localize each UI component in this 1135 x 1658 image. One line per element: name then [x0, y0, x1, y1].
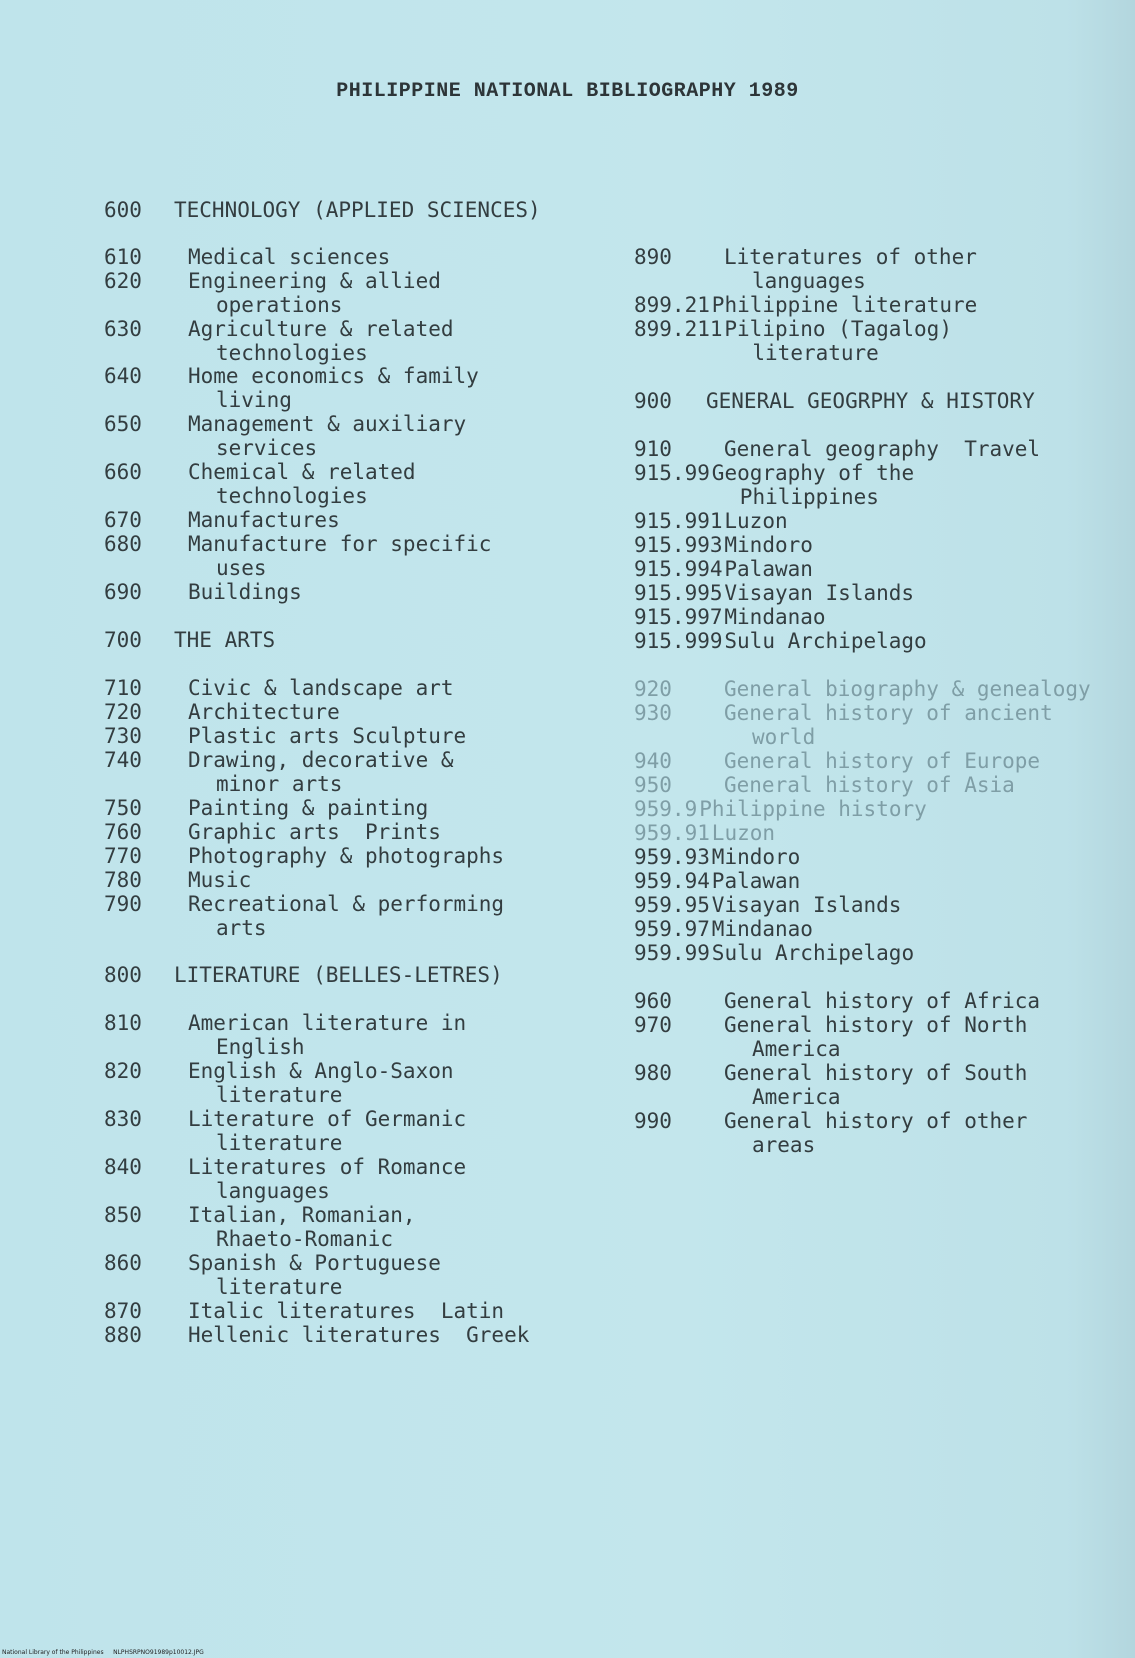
class-number: 915.991 [634, 509, 723, 533]
class-label: Painting & painting [188, 796, 429, 820]
class-label: Rhaeto-Romanic [216, 1227, 394, 1251]
class-number: 700 [104, 628, 142, 652]
class-number: 959.93 [634, 845, 710, 869]
class-label: English [216, 1035, 305, 1059]
class-label: General geography Travel [724, 437, 1041, 461]
class-label: Hellenic literatures Greek [188, 1323, 530, 1347]
class-number: 650 [104, 412, 142, 436]
section-heading: TECHNOLOGY (APPLIED SCIENCES) [174, 198, 541, 222]
class-number: 959.9 [634, 797, 698, 821]
class-label: America [752, 1085, 841, 1109]
class-number: 730 [104, 724, 142, 748]
class-number: 860 [104, 1251, 142, 1275]
class-number: 810 [104, 1011, 142, 1035]
class-number: 820 [104, 1059, 142, 1083]
class-number: 870 [104, 1299, 142, 1323]
class-label: Philippines [739, 485, 879, 509]
class-label: Sulu Archipelago [724, 629, 927, 653]
class-number: 959.94 [634, 869, 710, 893]
class-number: 600 [104, 198, 142, 222]
class-number: 910 [634, 437, 672, 461]
class-label: General biography & genealogy [724, 677, 1091, 701]
class-label: Visayan Islands [724, 581, 915, 605]
class-number: 640 [104, 364, 142, 388]
class-label: literature [752, 341, 879, 365]
class-label: Palawan [711, 869, 801, 893]
class-label: Literature of Germanic [188, 1107, 467, 1131]
class-label: Agriculture & related [188, 317, 454, 341]
class-number: 880 [104, 1323, 142, 1347]
class-label: technologies [216, 341, 368, 365]
class-label: languages [752, 269, 866, 293]
class-label: General history of North [724, 1013, 1028, 1037]
class-number: 890 [634, 245, 672, 269]
class-number: 710 [104, 676, 142, 700]
class-number: 959.95 [634, 893, 710, 917]
class-label: Visayan Islands [711, 893, 902, 917]
class-label: Medical sciences [188, 245, 391, 269]
class-label: Engineering & allied [188, 269, 441, 293]
class-label: Graphic arts Prints [188, 820, 441, 844]
class-number: 980 [634, 1061, 672, 1085]
class-label: Luzon [711, 821, 776, 845]
class-label: Drawing, decorative & [188, 748, 454, 772]
class-label: Management & auxiliary [188, 412, 467, 436]
class-label: world [752, 725, 816, 749]
class-label: minor arts [216, 772, 343, 796]
class-number: 750 [104, 796, 142, 820]
class-label: Buildings [188, 580, 302, 604]
class-number: 915.993 [634, 533, 723, 557]
class-label: areas [752, 1133, 816, 1157]
class-number: 915.999 [634, 629, 723, 653]
class-label: Italian, Romanian, [188, 1203, 416, 1227]
class-number: 959.91 [634, 821, 710, 845]
class-label: Photography & photographs [188, 844, 505, 868]
class-label: living [216, 388, 292, 412]
class-number: 630 [104, 317, 142, 341]
class-label: literature [216, 1083, 343, 1107]
class-number: 660 [104, 460, 142, 484]
class-label: technologies [216, 484, 368, 508]
class-number: 960 [634, 989, 672, 1013]
class-number: 610 [104, 245, 142, 269]
class-label: Mindoro [724, 533, 813, 557]
class-label: Mindoro [711, 845, 801, 869]
class-label: General history of Europe [724, 749, 1041, 773]
class-label: General history of other [724, 1109, 1028, 1133]
class-label: Sulu Archipelago [711, 941, 915, 965]
class-label: America [752, 1037, 841, 1061]
class-number: 850 [104, 1203, 142, 1227]
class-label: Civic & landscape art [188, 676, 454, 700]
class-label: General history of South [724, 1061, 1028, 1085]
class-number: 680 [104, 532, 142, 556]
class-number: 830 [104, 1107, 142, 1131]
class-number: 915.995 [634, 581, 723, 605]
class-label: Philippine literature [711, 293, 978, 317]
class-label: services [216, 436, 318, 460]
class-label: Home economics & family [188, 364, 479, 388]
class-number: 899.21 [634, 293, 710, 317]
class-number: 959.97 [634, 917, 710, 941]
class-label: uses [216, 556, 267, 580]
footer-caption: National Library of the Philippines NLPHSRPNO91989p10012.JPG [2, 1649, 204, 1656]
class-label: Spanish & Portuguese [188, 1251, 441, 1275]
section-heading: GENERAL GEOGRPHY & HISTORY [706, 389, 1035, 413]
class-label: Literatures of Romance [188, 1155, 467, 1179]
class-number: 930 [634, 701, 672, 725]
class-label: arts [216, 916, 267, 940]
page-title: PHILIPPINE NATIONAL BIBLIOGRAPHY 1989 [336, 80, 799, 103]
class-label: Italic literatures Latin [188, 1299, 505, 1323]
class-number: 970 [634, 1013, 672, 1037]
class-label: Palawan [724, 557, 813, 581]
class-label: Chemical & related [188, 460, 416, 484]
class-label: languages [216, 1179, 330, 1203]
class-number: 790 [104, 892, 142, 916]
class-label: Geography of the [711, 461, 915, 485]
class-number: 899.211 [634, 317, 723, 341]
class-number: 915.99 [634, 461, 710, 485]
class-number: 620 [104, 269, 142, 293]
class-label: English & Anglo-Saxon [188, 1059, 454, 1083]
class-number: 915.994 [634, 557, 723, 581]
class-number: 840 [104, 1155, 142, 1179]
class-label: Luzon [724, 509, 788, 533]
class-number: 770 [104, 844, 142, 868]
class-label: Music [188, 868, 252, 892]
class-number: 950 [634, 773, 672, 797]
class-number: 915.997 [634, 605, 723, 629]
class-label: General history of Africa [724, 989, 1041, 1013]
class-label: Philippine history [699, 797, 927, 821]
class-number: 760 [104, 820, 142, 844]
class-label: Manufacture for specific [188, 532, 492, 556]
class-number: 720 [104, 700, 142, 724]
class-label: Pilipino (Tagalog) [724, 317, 952, 341]
class-label: literature [216, 1275, 343, 1299]
class-label: Literatures of other [724, 245, 977, 269]
section-heading: THE ARTS [174, 628, 276, 652]
class-label: operations [216, 293, 343, 317]
class-number: 920 [634, 677, 672, 701]
class-label: General history of Asia [724, 773, 1015, 797]
class-label: Mindanao [711, 917, 813, 941]
class-number: 670 [104, 508, 142, 532]
class-label: General history of ancient [724, 701, 1053, 725]
class-label: Mindanao [724, 605, 826, 629]
class-number: 940 [634, 749, 672, 773]
section-heading: LITERATURE (BELLES-LETRES) [174, 963, 503, 987]
class-number: 900 [634, 389, 672, 413]
class-number: 959.99 [634, 941, 710, 965]
class-label: Plastic arts Sculpture [188, 724, 467, 748]
class-label: literature [216, 1131, 343, 1155]
class-label: American literature in [188, 1011, 467, 1035]
class-number: 780 [104, 868, 142, 892]
class-number: 800 [104, 963, 142, 987]
class-label: Architecture [188, 700, 340, 724]
class-number: 990 [634, 1109, 672, 1133]
class-number: 740 [104, 748, 142, 772]
class-number: 690 [104, 580, 142, 604]
class-label: Recreational & performing [188, 892, 505, 916]
class-label: Manufactures [188, 508, 340, 532]
